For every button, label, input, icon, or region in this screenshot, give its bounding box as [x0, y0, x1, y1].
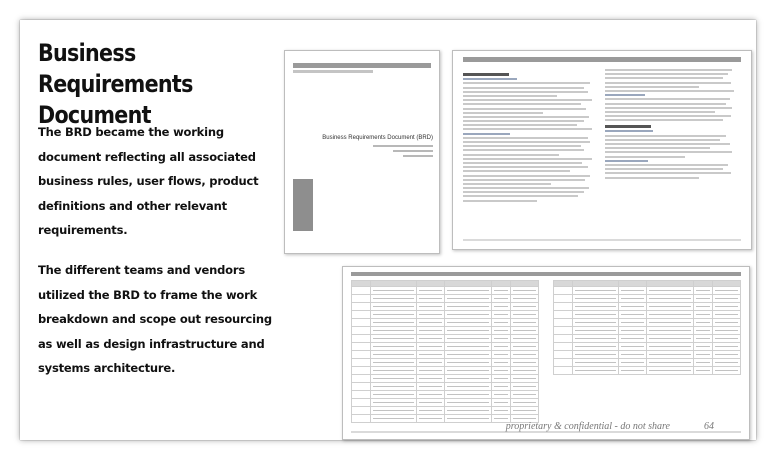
page-footer-line [463, 239, 741, 241]
brd-introduction-page-thumbnail [452, 50, 752, 250]
field-table-right [553, 280, 741, 375]
cover-doc-title: Business Requirements Document (BRD) [322, 135, 433, 141]
text-column-left [463, 69, 597, 204]
slide [20, 20, 756, 440]
slide-title: Business Requirements Document [38, 39, 193, 129]
page-number: 64 [704, 421, 714, 432]
cover-meta-line [393, 150, 433, 152]
confidentiality-notice: proprietary & confidential - do not share [505, 421, 670, 432]
cover-meta-line [373, 145, 433, 147]
cover-meta-line [403, 155, 433, 157]
redacted-header [351, 272, 741, 276]
slide-footer [506, 421, 714, 432]
redacted-header [463, 57, 741, 62]
paragraph-brd-working-document: The BRD became the working document reflecting all associated business rules, user flows, product definitions and other relevant requirements. [38, 125, 259, 237]
redacted-image-block [293, 179, 313, 231]
paragraph-teams-vendors: The different teams and vendors utilized the BRD to frame the work breakdown and scope out resourcing as well as design infrastructure and systems architecture. [38, 263, 272, 375]
text-column-right [605, 69, 739, 181]
redacted-header [293, 63, 431, 68]
brd-cover-page-thumbnail [284, 50, 440, 254]
brd-data-table-page-thumbnail [342, 266, 750, 440]
field-table-left [351, 280, 539, 423]
redacted-subheader [293, 70, 373, 73]
